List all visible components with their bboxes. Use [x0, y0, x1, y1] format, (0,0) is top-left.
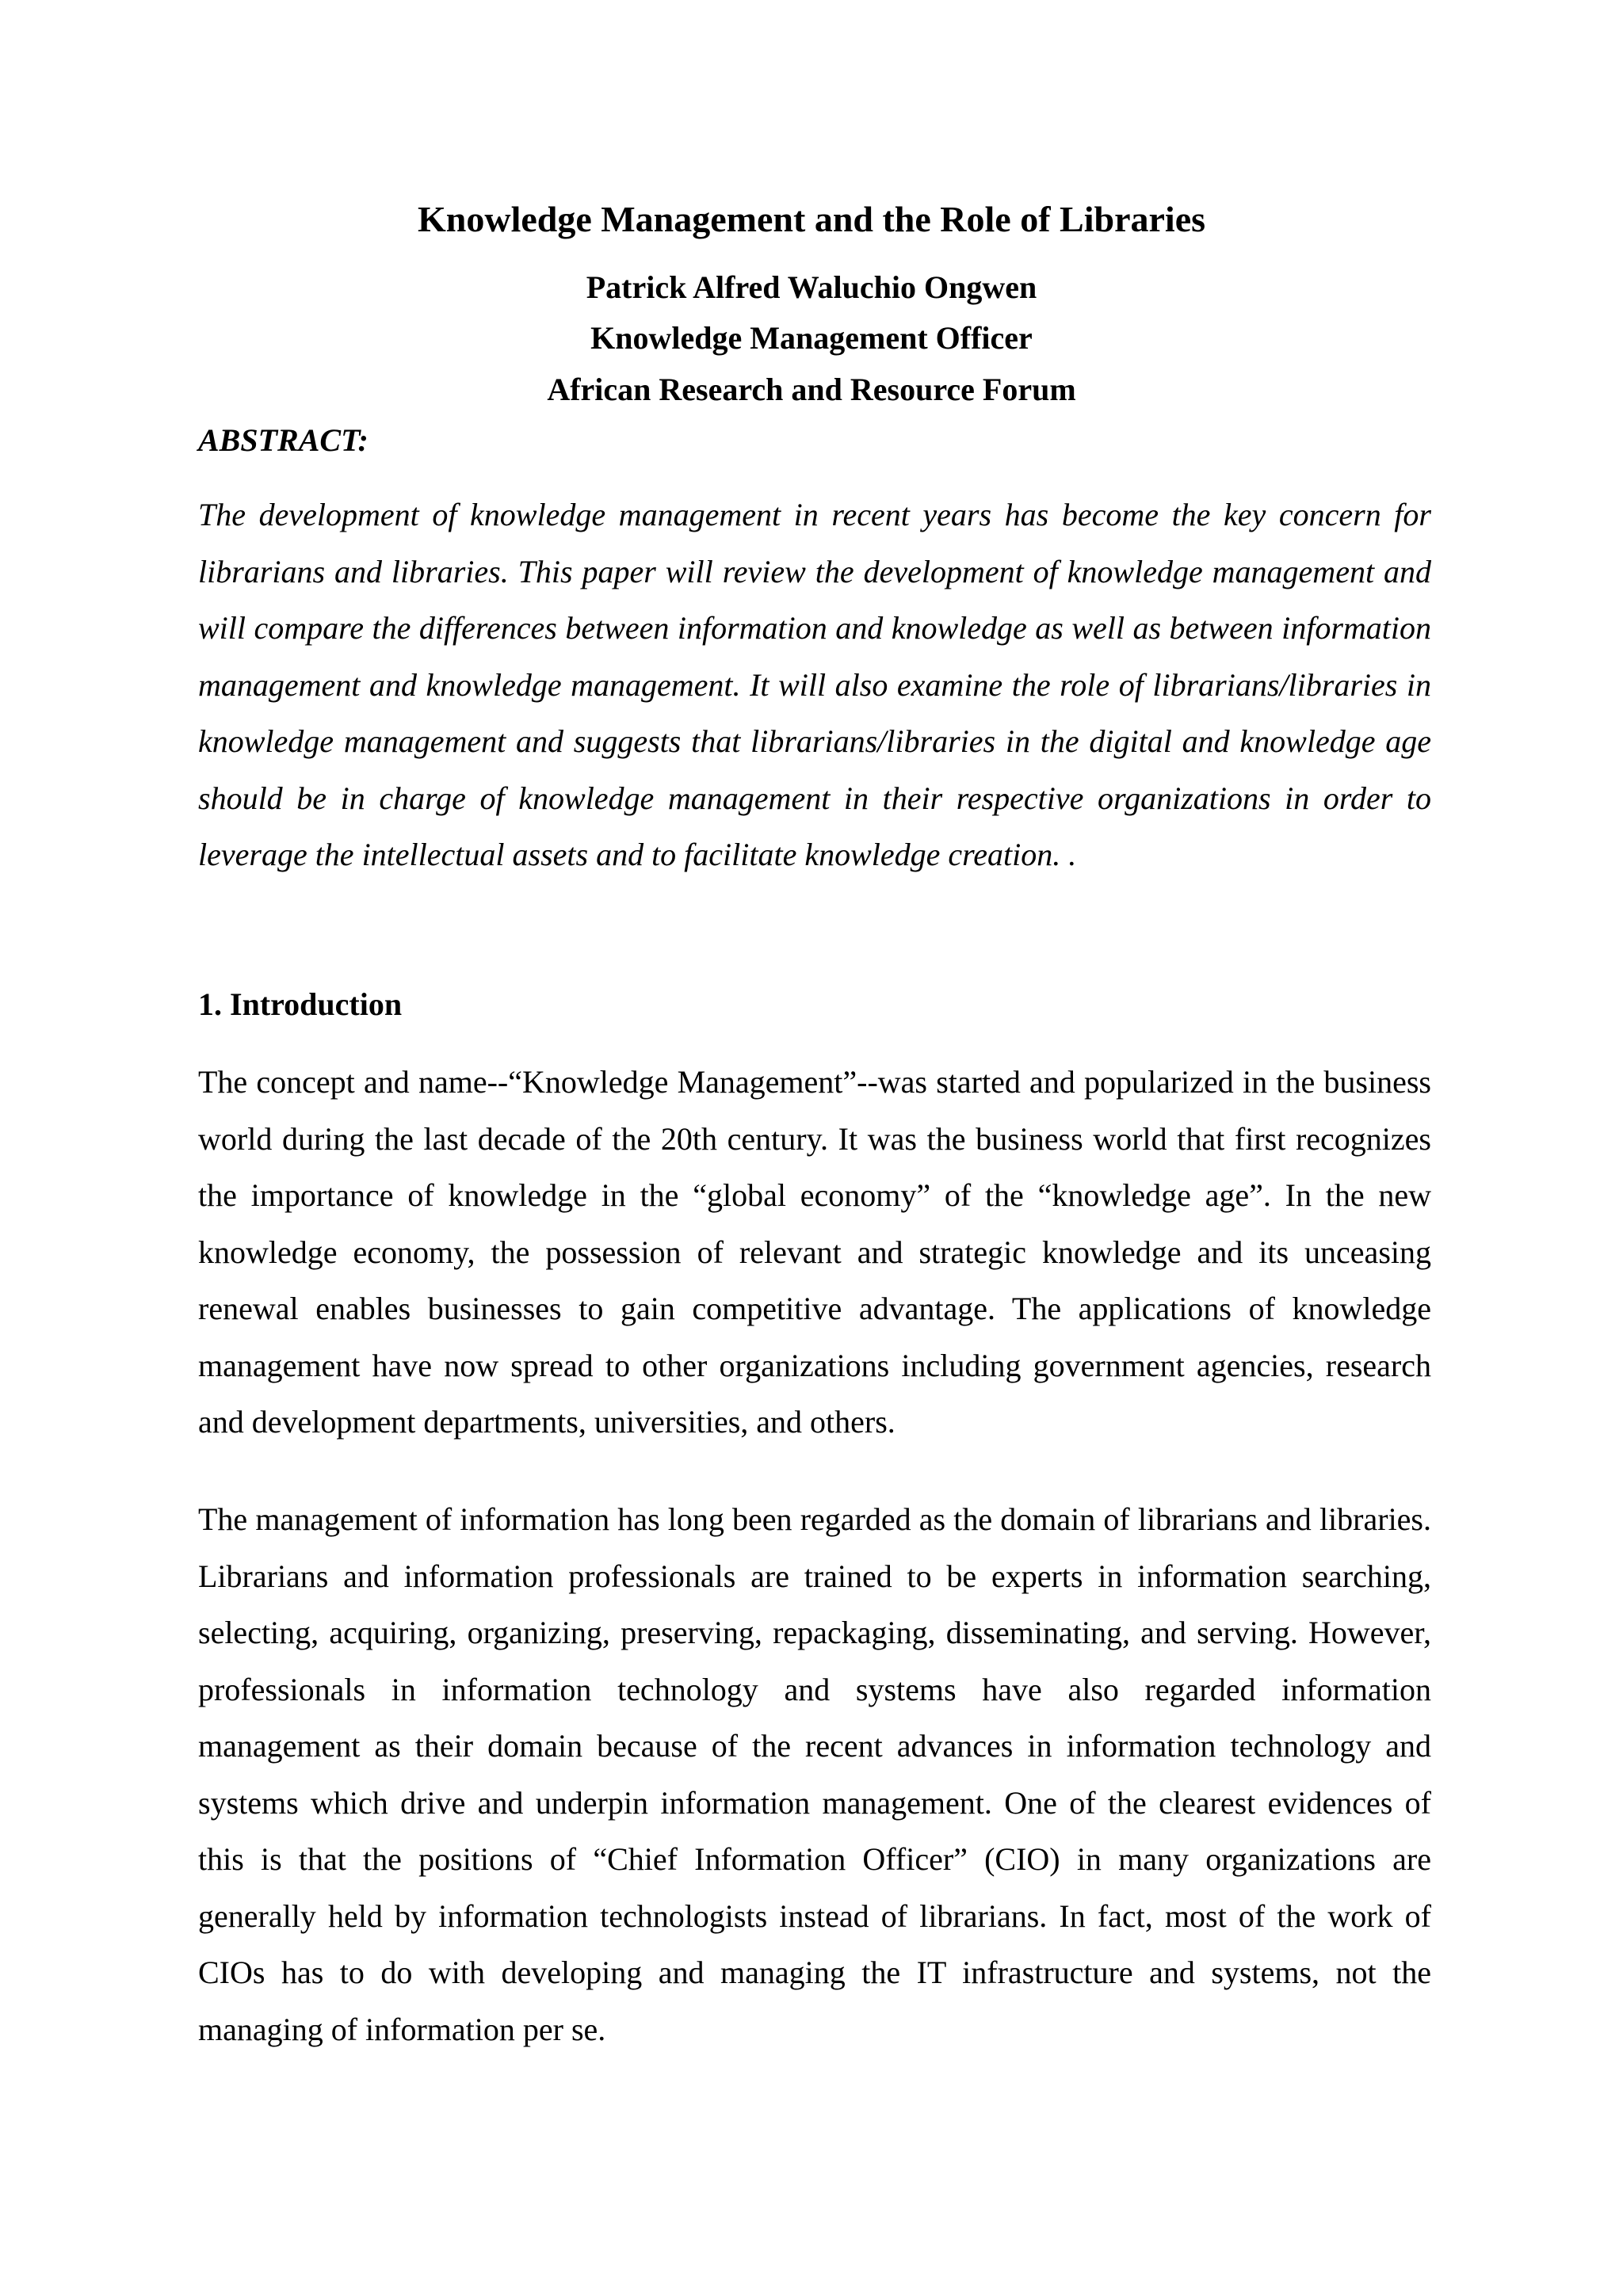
paper-title: Knowledge Management and the Role of Libraries: [417, 199, 1206, 239]
author-name: Patrick Alfred Waluchio Ongwen: [586, 269, 1037, 305]
author-position: Knowledge Management Officer: [590, 320, 1033, 356]
abstract-text: The development of knowledge management in recent years has become the key concern for librarians and libraries. This paper will review the development of knowledge management and will compare the differences between information and knowledge as well as between information management and knowledge management. It will also examine the role of librarians/libraries in knowledge management and suggests that librarians/libraries in the digital and knowledge age should be in charge of knowledge management in their respective organizations in order to leverage the intellectual assets and to facilitate knowledge creation. .: [198, 497, 1431, 872]
section-heading-introduction: 1. Introduction: [198, 986, 403, 1022]
abstract-label: ABSTRACT:: [198, 422, 369, 458]
introduction-paragraph-1: The concept and name--“Knowledge Management”--was started and popularized in the business world during the last decade of the 20th century. It was the business world that first recognizes the importance of knowledge in the “global economy” of the “knowledge age”. In the new knowledge economy, the possession of relevant and strategic knowledge and its unceasing renewal enables businesses to gain competitive advantage. The applications of knowledge management have now spread to other organizations including government agencies, research and development departments, universities, and others.: [198, 1064, 1431, 1440]
author-organization: African Research and Resource Forum: [547, 372, 1076, 407]
introduction-paragraph-2: The management of information has long been regarded as the domain of librarians and libraries. Librarians and information professionals are trained to be experts in information searching, selecting, acquiring, organizing, preserving, repackaging, disseminating, and serving. However, professionals in information technology and systems have also regarded information management as their domain because of the recent advances in information technology and systems which drive and underpin information management. One of the clearest evidences of this is that the positions of “Chief Information Officer” (CIO) in many organizations are generally held by information technologists instead of librarians. In fact, most of the work of CIOs has to do with developing and managing the IT infrastructure and systems, not the managing of information per se.: [198, 1501, 1431, 2047]
